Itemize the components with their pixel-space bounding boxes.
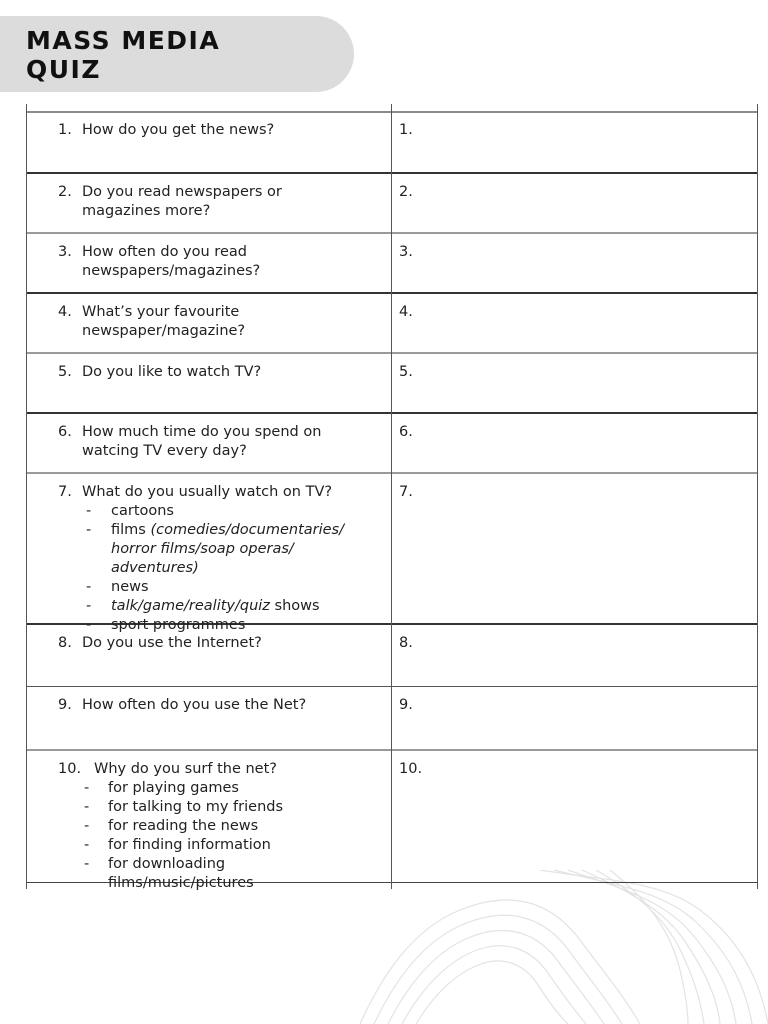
column-divider <box>391 104 392 889</box>
option-playing-games: - for playing games <box>84 780 239 796</box>
quiz-row-2 <box>27 174 757 234</box>
answer-cell-1[interactable]: 1. <box>399 122 413 138</box>
answer-cell-8[interactable]: 8. <box>399 635 413 651</box>
answer-cell-2[interactable]: 2. <box>399 184 413 200</box>
question-9: 9. How often do you use the Net? <box>58 697 307 713</box>
option-sport: - sport programmes <box>86 617 246 633</box>
answer-cell-10[interactable]: 10. <box>399 761 423 777</box>
option-talking-friends: - for talking to my friends <box>84 799 284 815</box>
option-downloading: - for downloading films/music/pictures <box>84 856 254 891</box>
question-4: 4. What’s your favourite newspaper/magazine? <box>58 304 246 339</box>
question-10: 10. Why do you surf the net? - for playing games - for talking to my friends - for reading the news - for finding information - for downloading films/music/pictures <box>58 760 378 893</box>
quiz-row-7 <box>27 474 757 633</box>
option-finding-information: - for finding information <box>84 837 271 853</box>
option-shows: - talk/game/reality/quiz shows <box>86 598 320 614</box>
quiz-row-4 <box>27 294 757 354</box>
quiz-row-10 <box>27 751 757 891</box>
quiz-row-3 <box>27 234 757 294</box>
question-8: 8. Do you use the Internet? <box>58 635 262 651</box>
quiz-row-1 <box>27 112 757 174</box>
question-7-options <box>58 502 378 635</box>
option-films: - films (comedies/documentaries/ horror films/soap operas/ adventures) <box>86 522 344 576</box>
question-7: 7. What do you usually watch on TV? - cartoons - films (comedies/documentaries/ horror films/soap operas/ adventures) - news - talk/game/reality/quiz shows - sport programmes <box>58 483 378 635</box>
question-3: 3. How often do you read newspapers/magazines? <box>58 244 261 279</box>
decorative-wave-lines <box>340 870 768 1024</box>
answer-cell-7[interactable]: 7. <box>399 484 413 500</box>
question-10-options <box>58 779 378 893</box>
quiz-row-6 <box>27 414 757 474</box>
option-reading-news: - for reading the news <box>84 818 259 834</box>
question-2: 2. Do you read newspapers or magazines more? <box>58 184 282 219</box>
answer-cell-3[interactable]: 3. <box>399 244 413 260</box>
answer-cell-6[interactable]: 6. <box>399 424 413 440</box>
answer-cell-9[interactable]: 9. <box>399 697 413 713</box>
page-title <box>26 26 220 84</box>
option-news: - news <box>86 579 149 595</box>
question-1: 1. How do you get the news? <box>58 122 275 138</box>
option-cartoons: - cartoons <box>86 503 174 519</box>
quiz-row-8 <box>27 625 757 687</box>
question-5: 5. Do you like to watch TV? <box>58 364 262 380</box>
title-line-1: MASS MEDIA <box>26 26 221 55</box>
title-line-2: QUIZ <box>26 55 101 84</box>
answer-cell-5[interactable]: 5. <box>399 364 413 380</box>
quiz-row-5 <box>27 354 757 414</box>
answer-cell-4[interactable]: 4. <box>399 304 413 320</box>
quiz-table <box>26 104 758 889</box>
question-6: 6. How much time do you spend on watcing TV every day? <box>58 424 322 459</box>
quiz-row-9 <box>27 687 757 751</box>
